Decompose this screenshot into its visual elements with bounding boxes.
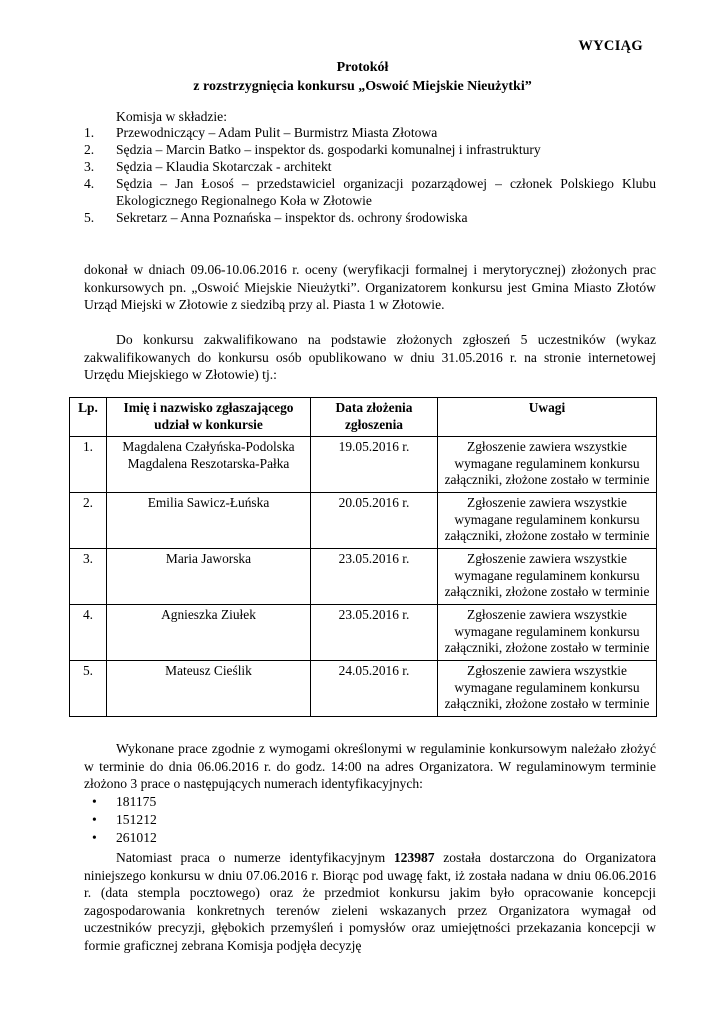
submission-paragraph: Wykonane prace zgodnie z wymogami określonymi w regulaminie konkursowym należało złożyć w terminie do dnia 06.06.2016 r. do godz. 14:00 na adres Organizatora. W regulaminowym terminie złożono 3 prace o następujących numerach identyfikacyjnych: <box>84 741 656 791</box>
cell-notes: Zgłoszenie zawiera wszystkie wymagane regulaminem konkursu załączniki, złożone zostało w terminie <box>438 493 657 549</box>
table-row <box>70 549 657 605</box>
identification-numbers-list <box>84 793 157 847</box>
table-row <box>70 493 657 549</box>
committee-member: 1. Przewodniczący – Adam Pulit – Burmistrz Miasta Złotowa <box>84 125 438 140</box>
cell-lp: 3. <box>70 549 107 605</box>
late-submission-id: 123987 <box>393 850 435 865</box>
table-row <box>70 605 657 661</box>
cell-name: Agnieszka Ziułek <box>107 605 311 661</box>
evaluation-paragraph: dokonał w dniach 09.06-10.06.2016 r. oceny (weryfikacji formalnej i merytorycznej) złożonych prac konkursowych pn. „Oswoić Miejskie Nieużytki”. Organizatorem konkursu jest Gmina Miasto Złotów Urząd Miejski w Złotowie z siedzibą przy al. Piasta 1 w Złotowie. <box>84 262 656 312</box>
table-row <box>70 661 657 717</box>
list-item: • 151212 <box>84 811 157 829</box>
list-item: • 261012 <box>84 829 157 847</box>
late-submission-paragraph: Natomiast praca o numerze identyfikacyjnym 123987 została dostarczona do Organizatora niniejszego konkursu w dniu 07.06.2016 r. Biorąc pod uwagę fakt, iż została nadana w dniu 06.06.2016 r. (data stempla pocztowego) oraz że przedmiot konkursu jakim było opracowanie koncepcji zagospodarowania konkretnych terenów zieleni wskazanych przez Organizatora wymagał od uczestników precyzji, głębokich przemyśleń i pomysłów oraz umiejętności przekazania koncepcji w formie graficznej zebrana Komisja podjęła decyzję <box>84 850 656 953</box>
cell-lp: 4. <box>70 605 107 661</box>
cell-notes: Zgłoszenie zawiera wszystkie wymagane regulaminem konkursu załączniki, złożone zostało w terminie <box>438 605 657 661</box>
header-lp: Lp. <box>70 398 107 437</box>
cell-name: Magdalena Czałyńska-Podolska Magdalena Reszotarska-Pałka <box>107 437 311 493</box>
committee-member: 3. Sędzia – Klaudia Skotarczak - architekt <box>84 159 332 174</box>
document-title: Protokół <box>336 60 389 75</box>
committee-members-list <box>84 124 656 226</box>
committee-member: 2. Sędzia – Marcin Batko – inspektor ds. gospodarki komunalnej i infrastruktury <box>84 142 541 157</box>
bullet-icon: • <box>92 830 97 845</box>
document-subtitle: z rozstrzygnięcia konkursu „Oswoić Miejskie Nieużytki” <box>193 79 532 94</box>
cell-notes: Zgłoszenie zawiera wszystkie wymagane regulaminem konkursu załączniki, złożone zostało w terminie <box>438 661 657 717</box>
table-row <box>70 437 657 493</box>
header-notes: Uwagi <box>438 398 657 437</box>
cell-name: Maria Jaworska <box>107 549 311 605</box>
cell-notes: Zgłoszenie zawiera wszystkie wymagane regulaminem konkursu załączniki, złożone zostało w terminie <box>438 549 657 605</box>
header-date: Data złożenia zgłoszenia <box>311 398 438 437</box>
header-name: Imię i nazwisko zgłaszającego udział w konkursie <box>107 398 311 437</box>
table-header-row <box>70 398 657 437</box>
qualification-paragraph: Do konkursu zakwalifikowano na podstawie złożonych zgłoszeń 5 uczestników (wykaz zakwalifikowanych do konkursu osób opublikowano w dniu 31.05.2016 r. na stronie internetowej Urzędu Miejskiego w Złotowie) tj.: <box>84 332 656 382</box>
cell-lp: 1. <box>70 437 107 493</box>
excerpt-label: WYCIĄG <box>578 38 643 54</box>
cell-date: 23.05.2016 r. <box>311 549 438 605</box>
list-item: • 181175 <box>84 793 157 811</box>
cell-name: Mateusz Cieślik <box>107 661 311 717</box>
committee-member: 4. Sędzia – Jan Łosoś – przedstawiciel organizacji pozarządowej – członek Polskiego Klubu Ekologicznego Regionalnego Koła w Złotowie <box>84 176 656 208</box>
cell-date: 19.05.2016 r. <box>311 437 438 493</box>
committee-intro: Komisja w składzie: <box>116 109 227 124</box>
cell-lp: 5. <box>70 661 107 717</box>
cell-date: 20.05.2016 r. <box>311 493 438 549</box>
cell-date: 23.05.2016 r. <box>311 605 438 661</box>
cell-lp: 2. <box>70 493 107 549</box>
committee-member: 5. Sekretarz – Anna Poznańska – inspektor ds. ochrony środowiska <box>84 210 468 225</box>
cell-notes: Zgłoszenie zawiera wszystkie wymagane regulaminem konkursu załączniki, złożone zostało w terminie <box>438 437 657 493</box>
bullet-icon: • <box>92 794 97 809</box>
document-title-block <box>0 58 725 96</box>
cell-date: 24.05.2016 r. <box>311 661 438 717</box>
participants-table <box>69 397 657 717</box>
cell-name: Emilia Sawicz-Łuńska <box>107 493 311 549</box>
bullet-icon: • <box>92 812 97 827</box>
